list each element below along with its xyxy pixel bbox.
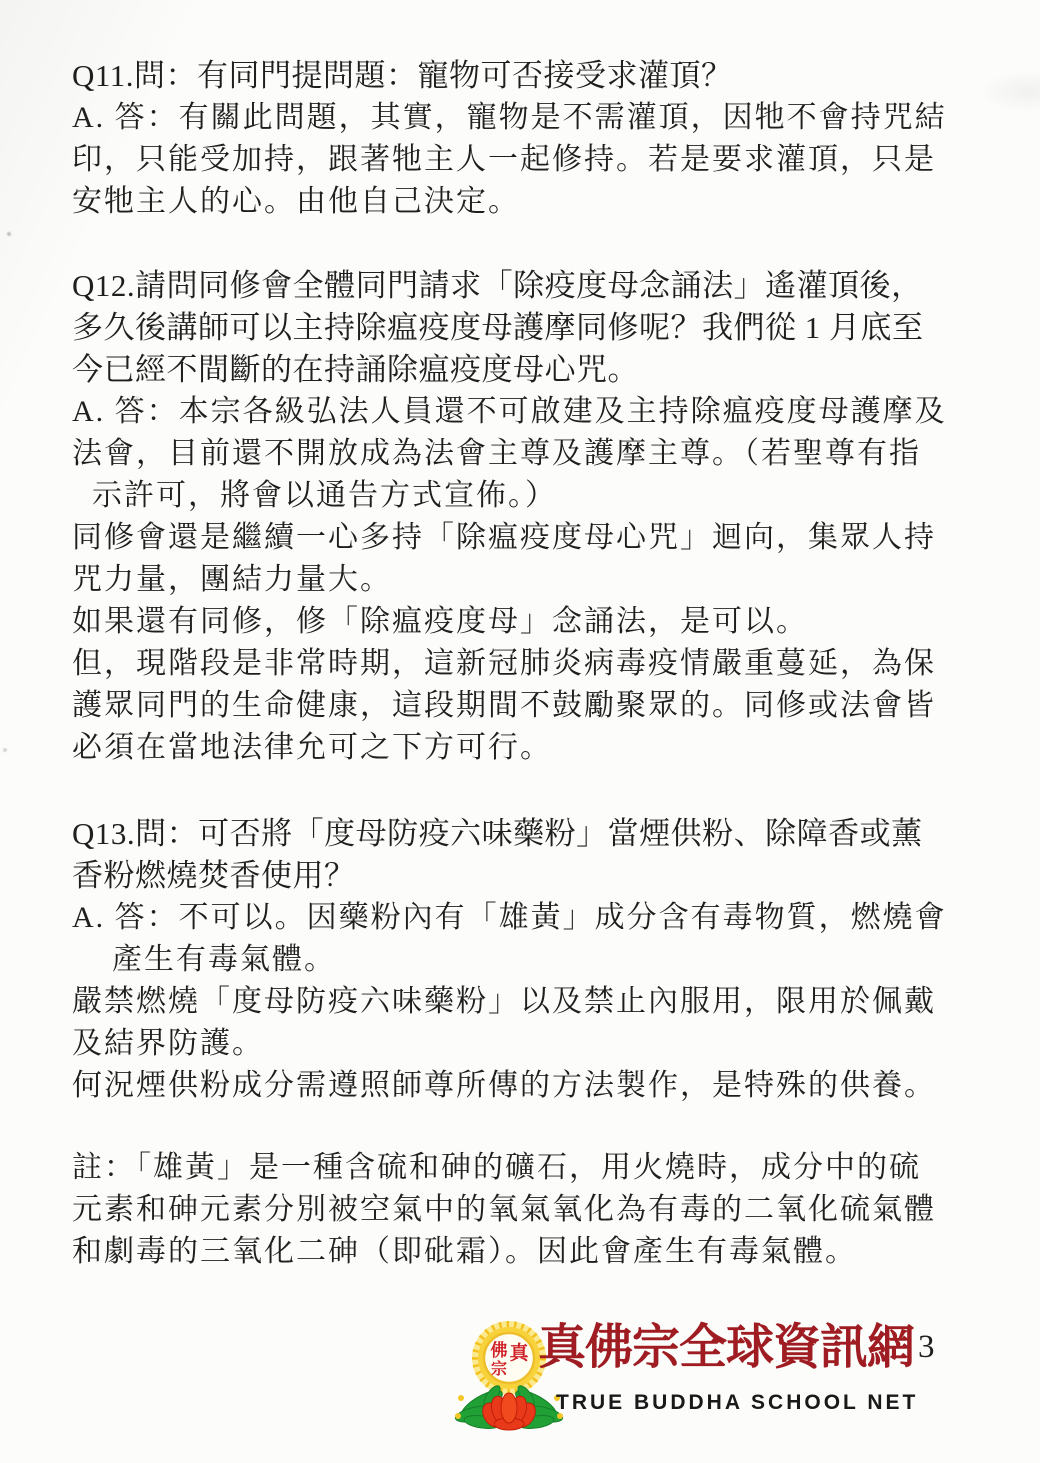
q12-answer-line: 法會，目前還不開放成為法會主尊及護摩主尊。（若聖尊有指 <box>72 437 921 470</box>
qa-section-q11 <box>72 55 1002 223</box>
svg-text:真: 真 <box>509 1343 529 1364</box>
q12-answer-line: 但，現階段是非常時期，這新冠肺炎病毒疫情嚴重蔓延，為保 <box>72 647 936 680</box>
q12-answer-line: 示許可，將會以通告方式宣佈。） <box>92 479 557 512</box>
q13-question-line: 香粉燃燒焚香使用？ <box>72 858 356 893</box>
site-title-english: TRUE BUDDHA SCHOOL NET <box>556 1391 919 1414</box>
q12-answer-line: A. 答：本宗各級弘法人員還不可啟建及主持除瘟疫度母護摩及 <box>72 395 947 428</box>
page-number: 3 <box>918 1329 935 1365</box>
q13-question-line: Q13.問：可否將「度母防疫六味藥粉」當煙供粉、除障香或薰 <box>72 816 923 851</box>
q12-question-line: Q12.請問同修會全體同門請求「除疫度母念誦法」遙灌頂後， <box>72 268 923 303</box>
q12-answer-line: 如果還有同修，修「除瘟疫度母」念誦法，是可以。 <box>72 605 808 638</box>
qa-section-q13 <box>72 813 1002 1107</box>
q13-answer-line: 及結界防護。 <box>72 1027 264 1060</box>
q12-question-line: 多久後講師可以主持除瘟疫度母護摩同修呢？我們從 1 月底至 <box>72 310 924 345</box>
note-line: 元素和砷元素分別被空氣中的氧氣氧化為有毒的二氧化硫氣體 <box>72 1193 936 1226</box>
q11-answer-line: 印，只能受加持，跟著牠主人一起修持。若是要求灌頂，只是 <box>72 143 936 176</box>
svg-text:宗: 宗 <box>490 1361 508 1378</box>
q12-answer-line: 護眾同門的生命健康，這段期間不鼓勵聚眾的。同修或法會皆 <box>72 689 936 722</box>
qa-section-q12 <box>72 265 1002 769</box>
q11-question-line: Q11.問：有同門提問題：寵物可否接受求灌頂？ <box>72 58 733 93</box>
q11-answer-line: A. 答：有關此問題，其實，寵物是不需灌頂，因牠不會持咒結 <box>72 101 947 134</box>
q13-answer-line: 何況煙供粉成分需遵照師尊所傳的方法製作，是特殊的供養。 <box>72 1069 936 1102</box>
svg-text:佛: 佛 <box>490 1341 508 1360</box>
q13-answer-line: 嚴禁燃燒「度母防疫六味藥粉」以及禁止內服用，限用於佩戴 <box>72 985 936 1018</box>
q12-answer-line: 必須在當地法律允可之下方可行。 <box>72 731 552 764</box>
q13-answer-line: 產生有毒氣體。 <box>112 943 336 976</box>
q13-answer-line: A. 答：不可以。因藥粉內有「雄黃」成分含有毒物質，燃燒會 <box>72 901 947 934</box>
site-title-chinese: 真佛宗全球資訊網 <box>538 1321 915 1374</box>
note-line: 註：「雄黃」是一種含硫和砷的礦石，用火燒時，成分中的硫 <box>72 1151 921 1184</box>
q12-answer-line: 咒力量，團結力量大。 <box>72 563 392 596</box>
note-section <box>72 1147 1002 1273</box>
note-line: 和劇毒的三氧化二砷（即砒霜）。因此會產生有毒氣體。 <box>72 1235 857 1268</box>
q12-question-line: 今已經不間斷的在持誦除瘟疫度母心咒。 <box>72 352 639 387</box>
q12-answer-line: 同修會還是繼續一心多持「除瘟疫度母心咒」迴向，集眾人持 <box>72 521 936 554</box>
q11-answer-line: 安牠主人的心。由他自己決定。 <box>72 185 520 218</box>
